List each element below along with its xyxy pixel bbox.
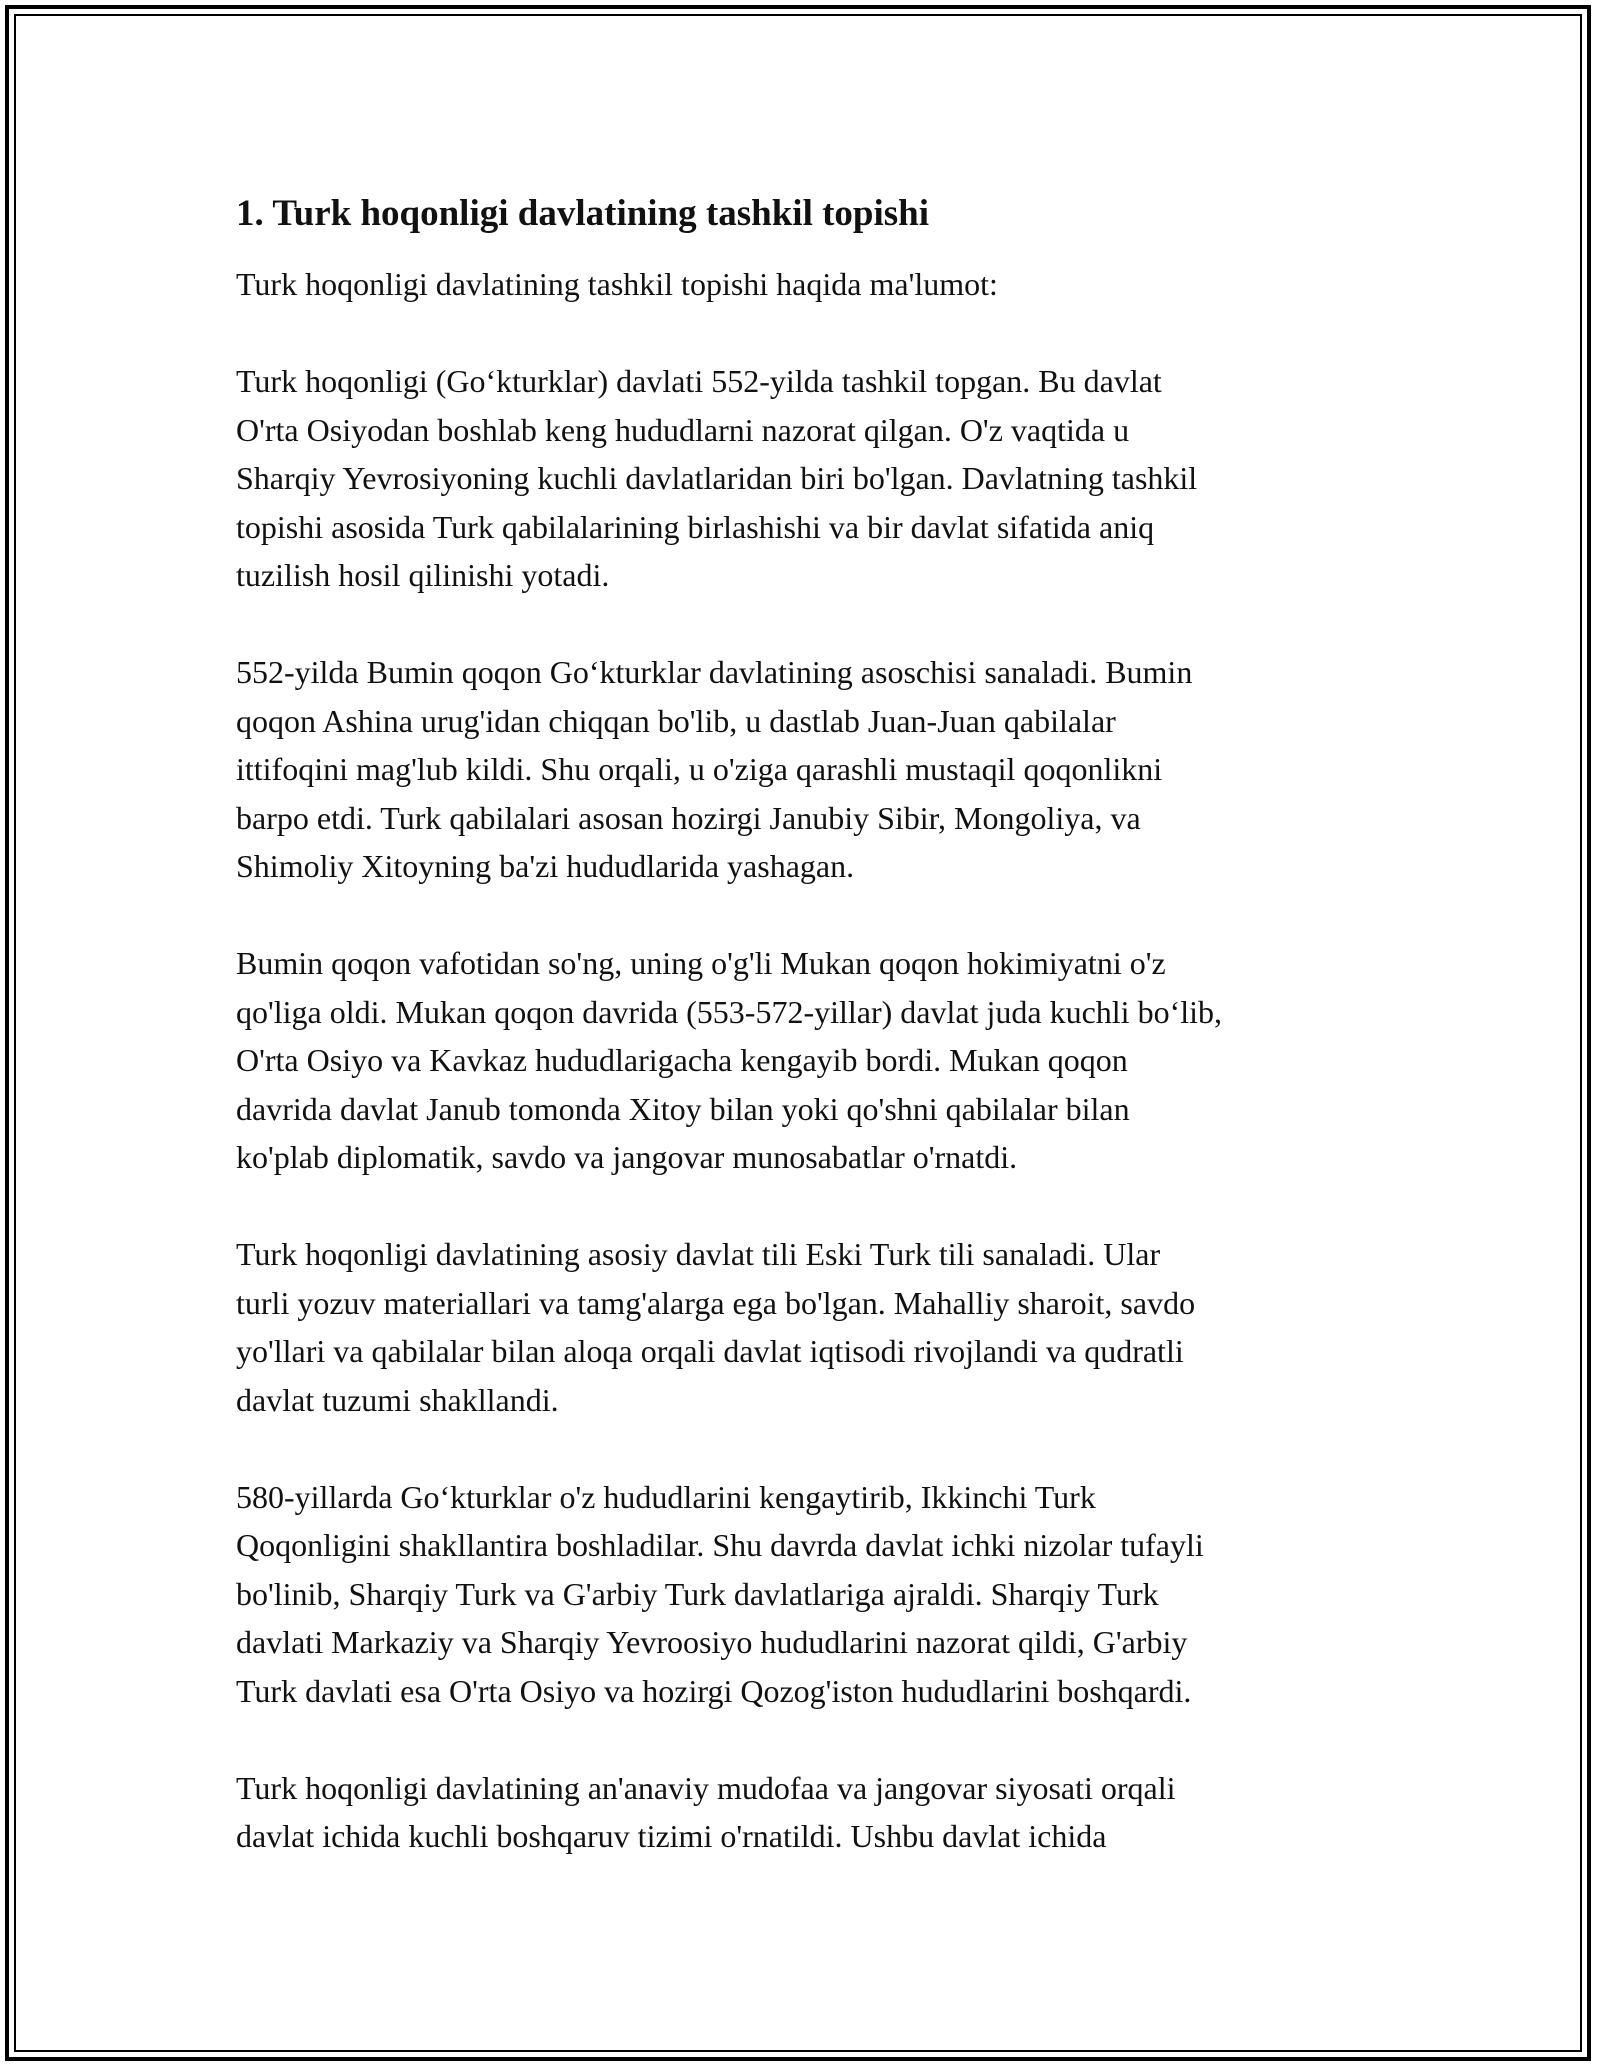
paragraph-line: O'rta Osiyo va Kavkaz hududlarigacha kengayib bordi. Mukan qoqon: [236, 1042, 1128, 1078]
paragraph-line: qoqon Ashina urug'idan chiqqan bo'lib, u dastlab Juan-Juan qabilalar: [236, 702, 1116, 739]
body-paragraph: [236, 648, 1386, 891]
body-paragraph: [236, 1230, 1386, 1424]
body-paragraph: [236, 1764, 1386, 1861]
paragraph-line: Turk hoqonligi davlatining asosiy davlat tili Eski Turk tili sanaladi. Ular: [236, 1236, 1161, 1272]
body-paragraph: [236, 939, 1386, 1182]
paragraph-line: barpo etdi. Turk qabilalari asosan hozirgi Janubiy Sibir, Mongoliya, va: [236, 799, 1141, 836]
paragraph-line: Sharqiy Yevrosiyoning kuchli davlatlaridan biri bo'lgan. Davlatning tashkil: [236, 460, 1198, 496]
section-heading: 1. Turk hoqonligi davlatining tashkil topishi: [236, 193, 930, 234]
paragraph-line: topishi asosida Turk qabilalarining birlashishi va bir davlat sifatida aniq: [236, 508, 1155, 545]
paragraph-line: davlat ichida kuchli boshqaruv tizimi o'rnatildi. Ushbu davlat ichida: [236, 1818, 1107, 1854]
paragraph-line: 552-yilda Bumin qoqon Go‘kturklar davlatining asoschisi sanaladi. Bumin: [236, 654, 1193, 690]
paragraph-list: [236, 357, 1386, 1861]
paragraph-line: Turk davlati esa O'rta Osiyo va hozirgi Qozog'iston hududlarini boshqardi.: [236, 1672, 1192, 1709]
body-paragraph: [236, 357, 1386, 600]
paragraph-line: qo'liga oldi. Mukan qoqon davrida (553-572-yillar) davlat juda kuchli bo‘lib,: [236, 993, 1222, 1030]
document-body: [236, 190, 1386, 1861]
paragraph-line: ko'plab diplomatik, savdo va jangovar munosabatlar o'rnatdi.: [236, 1139, 1018, 1175]
paragraph-line: bo'linib, Sharqiy Turk va G'arbiy Turk davlatlariga ajraldi. Sharqiy Turk: [236, 1575, 1159, 1612]
paragraph-line: yo'llari va qabilalar bilan aloqa orqali davlat iqtisodi rivojlandi va qudratli: [236, 1333, 1184, 1369]
paragraph-line: ittifoqini mag'lub kildi. Shu orqali, u o'ziga qarashli mustaqil qoqonlikni: [236, 751, 1163, 787]
paragraph-line: turli yozuv materiallari va tamg'alarga ega bo'lgan. Mahalliy sharoit, savdo: [236, 1284, 1196, 1321]
paragraph-line: Bumin qoqon vafotidan so'ng, uning o'g'li Mukan qoqon hokimiyatni o'z: [236, 945, 1166, 981]
paragraph-line: Turk hoqonligi (Go‘kturklar) davlati 552-yilda tashkil topgan. Bu davlat: [236, 363, 1162, 399]
paragraph-line: Turk hoqonligi davlatining an'anaviy mudofaa va jangovar siyosati orqali: [236, 1769, 1176, 1806]
paragraph-line: davlati Markaziy va Sharqiy Yevroosiyo hududlarini nazorat qildi, G'arbiy: [236, 1624, 1188, 1660]
paragraph-line: davrida davlat Janub tomonda Xitoy bilan yoki qo'shni qabilalar bilan: [236, 1090, 1130, 1127]
intro-text: Turk hoqonligi davlatining tashkil topishi haqida ma'lumot:: [236, 266, 998, 302]
paragraph-line: 580-yillarda Go‘kturklar o'z hududlarini kengaytirib, Ikkinchi Turk: [236, 1478, 1096, 1515]
paragraph-line: Shimoliy Xitoyning ba'zi hududlarida yashagan.: [236, 848, 855, 884]
paragraph-line: O'rta Osiyodan boshlab keng hududlarni nazorat qilgan. O'z vaqtida u: [236, 411, 1130, 448]
body-paragraph: [236, 1473, 1386, 1716]
paragraph-line: Qoqonligini shakllantira boshladilar. Shu davrda davlat ichki nizolar tufayli: [236, 1527, 1204, 1563]
paragraph-line: tuzilish hosil qilinishi yotadi.: [236, 557, 610, 593]
paragraph-line: davlat tuzumi shakllandi.: [236, 1381, 559, 1418]
